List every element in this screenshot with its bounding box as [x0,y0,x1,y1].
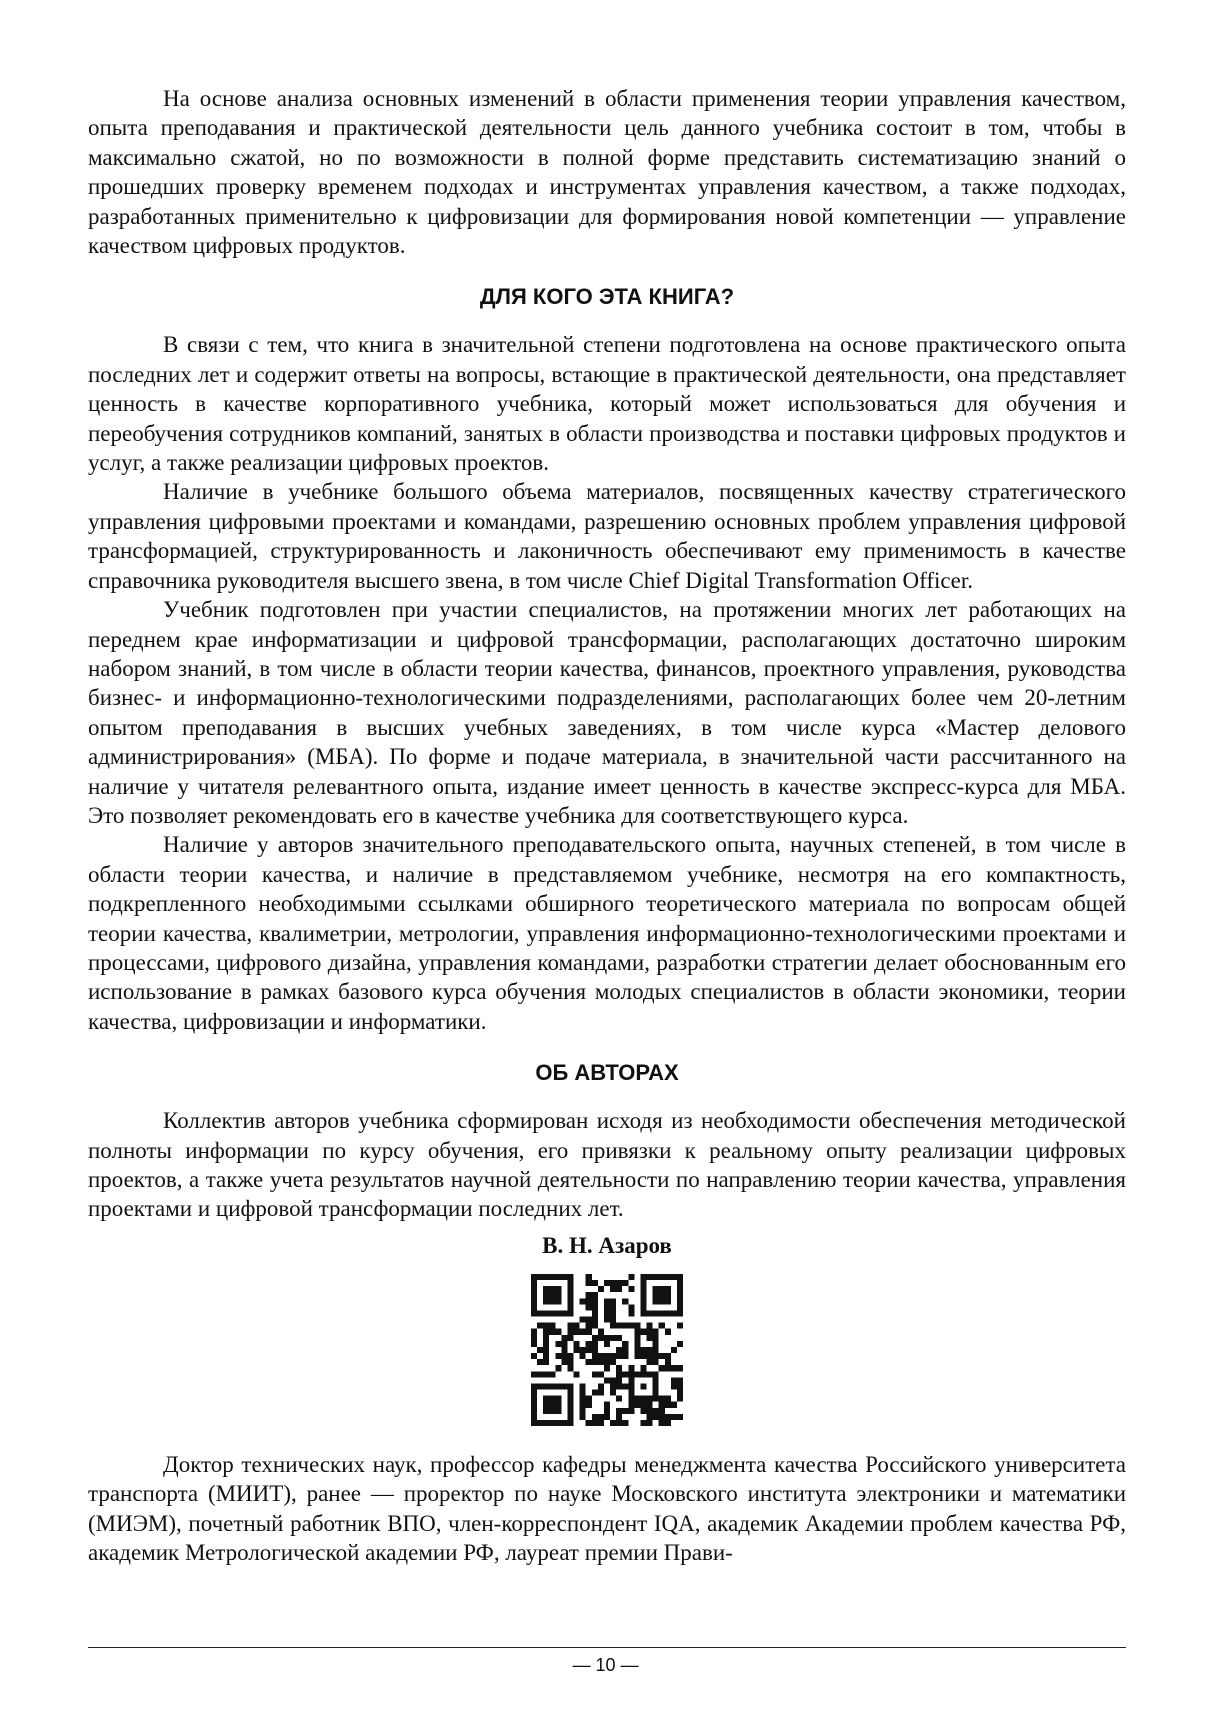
page-body [88,84,1126,1567]
footer-rule [88,1647,1126,1648]
section-heading-audience: ДЛЯ КОГО ЭТА КНИГА? [479,284,735,310]
authors-paragraph: Коллектив авторов учебника сформирован исходя из необходимости обеспечения методической полноты информации по курсу обучения, его привязки к реальному опыту реализации цифровых проектов, а также учета результатов научной деятельности по направлению теории качества, управления проектами и цифровой трансформации последних лет. [88,1108,1126,1222]
intro-paragraph: На основе анализа основных изменений в области применения теории управления качеством, опыта преподавания и практической деятельности цель данного учебника состоит в том, чтобы в максимально сжатой, но по возможности в полной форме представить систематизацию знаний о прошедших проверку временем подходах и инструментах управления качеством, а также подходах, разработанных применительно к цифровизации для формирования новой компетенции — управление качеством цифровых продуктов. [88,86,1126,259]
author-name: В. Н. Азаров [542,1232,672,1258]
audience-paragraph-4: Наличие у авторов значительного преподавательского опыта, научных степеней, в том числе в области теории качества, и наличие в представляемом учебнике, несмотря на его компактность, подкрепленного необходимыми ссылками обширного теоретического материала по вопросам общей теории качества, квалиметрии, метрологии, управления информационно-технологическими проектами и процессами, цифрового дизайна, управления командами, разработки стратегии делает обоснованным его использование в рамках базового курса обучения молодых специалистов в области экономики, теории качества, цифровизации и информатики. [88,832,1126,1034]
section-heading-authors: ОБ АВТОРАХ [535,1060,679,1086]
audience-paragraph-1: В связи с тем, что книга в значительной степени подготовлена на основе практического опыта последних лет и содержит ответы на вопросы, встающие в практической деятельности, она представляет ценность в качестве корпоративного учебника, который может использоваться для обучения и переобучения сотрудников компаний, занятых в области производства и поставки цифровых продуктов и услуг, а также реализации цифровых проектов. [88,332,1126,476]
audience-paragraph-2: Наличие в учебнике большого объема материалов, посвященных качеству стратегического управления цифровыми проектами и командами, разрешению основных проблем управления цифровой трансформацией, структурированность и лаконичность обеспечивают ему применимость в качестве справочника руководителя высшего звена, в том числе Chief Digital Transformation Officer. [88,479,1126,593]
author-bio: Доктор технических наук, профессор кафедры менеджмента качества Российского университета транспорта (МИИТ), ранее — проректор по науке Московского института электроники и математики (МИЭМ), почетный работник ВПО, член-корреспондент IQA, академик Академии проблем качества РФ, академик Метрологической академии РФ, лауреат премии Прави- [88,1451,1126,1566]
page-number: — 10 — [572,1655,639,1675]
qr-code-icon [531,1274,683,1426]
audience-paragraph-3: Учебник подготовлен при участии специалистов, на протяжении многих лет работающих на переднем крае информатизации и цифровой трансформации, располагающих достаточно широким набором знаний, в том числе в области теории качества, финансов, проектного управления, руководства бизнес- и информационно-технологическими подразделениями, располагающих более чем 20-летним опытом преподавания в высших учебных заведениях, в том числе курса «Мастер делового администрирования» (МБА). По форме и подаче материала, в значительной части рассчитанного на наличие у читателя релевантного опыта, издание имеет ценность в качестве экспресс-курса для МБА. Это позволяет рекомендовать его в качестве учебника для соответствующего курса. [88,597,1126,828]
qr-container [88,1274,1126,1426]
